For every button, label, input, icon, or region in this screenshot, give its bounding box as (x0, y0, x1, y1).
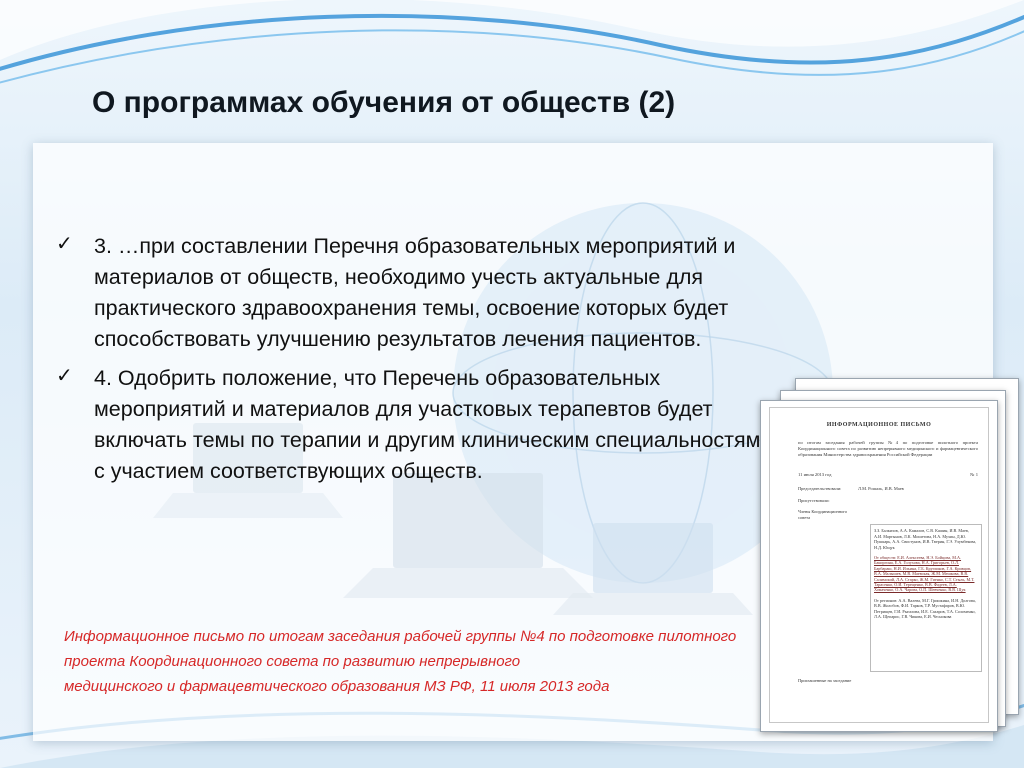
caption-line: медицинского и фармацевтического образования МЗ РФ, 11 июля 2013 года (64, 678, 610, 695)
bullet-text: 3. …при составлении Перечня образовательных мероприятий и материалов от обществ, необходимо учесть актуальные для практического здравоохранения темы, освоение которых будет способствовать улучшению результатов лечения пациентов. (94, 234, 736, 351)
document-number: № 1 (970, 472, 978, 477)
bullet-item (56, 231, 776, 355)
caption-line: проекта Координационного совета по развитию непрерывного (64, 653, 521, 670)
document-row (770, 486, 988, 492)
document-row (770, 509, 988, 520)
document-attendees-regions: От регионов: А.А. Валева, М.Г. Гришкина, И.Н. Долгова, В.В. Жолобов, Ф.И. Тарков, Т.Р. Мустафаров, В.Ю. Петрищев, Г.И. Рыгалова, И.Е. Сахаров, Т.А. Соломенко, Л.А. Щепарис, Г.В. Чикова, Е.И. Чеснокова (874, 597, 976, 620)
document-row-value (858, 678, 982, 684)
document-heading: ИНФОРМАЦИОННОЕ ПИСЬМО (826, 422, 932, 428)
bullet-item (56, 363, 776, 487)
document-row-value (858, 509, 982, 520)
check-icon: ✓ (56, 363, 73, 387)
document-row-label: Члены Координационного совета (798, 509, 848, 520)
source-caption (64, 624, 864, 699)
document-row-label: Приглашенные на заседание (798, 678, 852, 684)
document-row-value (858, 498, 982, 504)
document-row (770, 498, 988, 504)
document-attendees-council: З.З. Балкизов, А.А. Камалов, С.В. Кашин, И.В. Маев, А.И. Мартынов, Л.К. Мошетова, Н.А. Мухин, Д.Ю. Пушкарь, А.А. Свистунов, И.В. Тверин, Г.Э. Улумбекова, Н.Д. Ющук (874, 528, 977, 550)
document-intro: по итогам заседания рабочей группы №4 по подготовке пилотного проекта Координационного совета по развитию непрерывного медицинского и фармацевтического образования Министерства здравоохранения Российской Федерации (798, 440, 978, 457)
document-row-value: Л.М. Рошаль, И.В. Маев (858, 486, 904, 491)
document-row-label: Председательствовали: (798, 486, 842, 491)
check-icon: ✓ (56, 231, 73, 255)
document-row-label: Присутствовали: (798, 497, 830, 503)
document-attendees-societies: От обществ: Е.И. Алексеева, Н.Э. Бойцова, М.А. Бакиргина, Е.А. Голухова, Н.А. Григорьев, О.Л. Барбараш, Н.И. Ильина, Г.Б. Кругликов, Г.А. Кривцов, В.А. Малышев, М.В. Маевская, Ж.М. Мешкова, В.В. Салимский, Л.А. Старко, Ж.М. Гиенко, С.Т. Стыль, М.Т. Тарасенко, О.И. Терещенко, В.В. Фадеев, Л.А. Хомаченко, О.А. Чарова, О.П. Шевченко, В.В. Щук (874, 555, 975, 593)
document-date-line (798, 472, 978, 480)
document-date: 11 июля 2013 год (798, 472, 832, 477)
page-title: О программах обучения от обществ (2) (92, 86, 676, 119)
document-attendees-box (870, 524, 982, 672)
bullet-text: 4. Одобрить положение, что Перечень образовательных мероприятий и материалов для участковых терапевтов будет включать темы по терапии и другим клиническим специальностям с участием соответствующих обществ. (94, 366, 761, 483)
bullet-list (56, 231, 776, 495)
caption-line: Информационное письмо по итогам заседания рабочей группы №4 по подготовке пилотного (64, 628, 737, 645)
